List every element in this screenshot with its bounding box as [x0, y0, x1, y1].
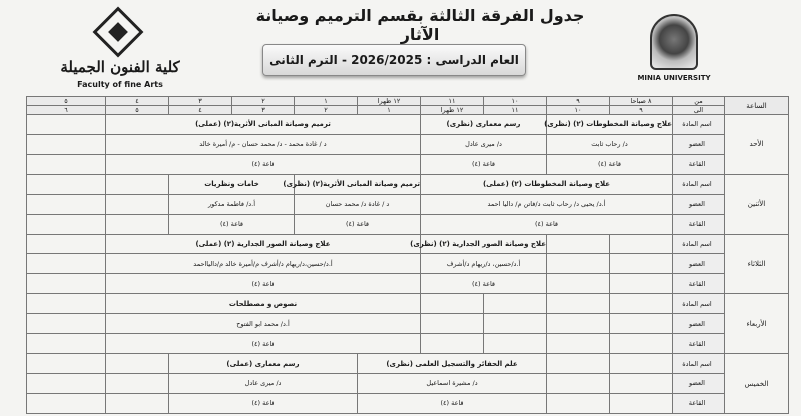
- session-member: د / غادة د/ محمد حسان: [295, 194, 421, 214]
- empty-cell: [547, 254, 610, 274]
- subject-label: اسم المادة: [673, 294, 725, 314]
- wednesday-hall-row: [27, 334, 789, 354]
- tuesday-hall-row: [27, 274, 789, 294]
- empty-cell: [547, 354, 610, 374]
- thursday-member-row: [27, 373, 789, 393]
- session-hall: قاعة (٤): [169, 214, 295, 234]
- time-to-row: [27, 106, 789, 115]
- empty-cell: [106, 194, 169, 214]
- session-member: أ.د/ محمد ابو الفتوح: [106, 314, 421, 334]
- session-name: ترميم وصيانة المبانى الأثرية(٢) (عملى): [106, 115, 421, 135]
- sunday-hall-row: [27, 154, 789, 174]
- day-monday: الأثنين: [725, 174, 789, 234]
- session-member: د/ مشيرة اسماعيل: [358, 373, 547, 393]
- empty-cell: [484, 334, 547, 354]
- monday-subject-row: [27, 174, 789, 194]
- session-name: علاج وصيانة المخطوطات (٢) (عملى): [421, 174, 673, 194]
- session-hall: قاعة (٤): [421, 274, 547, 294]
- session-member: أ.د/ يحيى د/ رحاب ثابت د/فاتن م/ داليا احمد: [421, 194, 673, 214]
- time-from-row: [27, 97, 789, 106]
- time-to: ١: [358, 106, 421, 115]
- time-from: ١١: [421, 97, 484, 106]
- session-member: د / غادة محمد - د/ محمد حسان - م/ أميرة خالد: [106, 134, 421, 154]
- day-tuesday: الثلاثاء: [725, 234, 789, 294]
- time-from: ٥: [27, 97, 106, 106]
- empty-cell: [27, 373, 106, 393]
- to-label: الى: [673, 106, 725, 115]
- time-from: ١٠: [484, 97, 547, 106]
- session-member: أ.د/ فاطمة مدكور: [169, 194, 295, 214]
- empty-cell: [610, 234, 673, 254]
- sunday-member-row: [27, 134, 789, 154]
- member-label: العضو: [673, 254, 725, 274]
- empty-cell: [547, 294, 610, 314]
- session-member: أ.د/حسين،د/ريهام د/أشرف م/أميرة خالد م/داليااحمد: [106, 254, 421, 274]
- faculty-logo-mark-icon: [93, 7, 144, 58]
- time-to: ٩: [610, 106, 673, 115]
- hall-label: القاعة: [673, 214, 725, 234]
- empty-cell: [27, 194, 106, 214]
- session-hall: قاعة (٤): [547, 154, 673, 174]
- faculty-logo: [55, 14, 185, 94]
- time-from: ٣: [169, 97, 232, 106]
- session-hall: قاعة (٤): [169, 393, 358, 413]
- session-hall: قاعة (٤): [106, 154, 421, 174]
- hall-label: القاعة: [673, 274, 725, 294]
- empty-cell: [484, 314, 547, 334]
- session-name: ترميم وصيانة المبانى الأثرية(٢) (نظرى): [295, 174, 421, 194]
- time-from: ٨ صباحا: [610, 97, 673, 106]
- empty-cell: [484, 294, 547, 314]
- empty-cell: [27, 254, 106, 274]
- session-hall: قاعة (٤): [358, 393, 547, 413]
- time-to: ٦: [27, 106, 106, 115]
- wednesday-subject-row: [27, 294, 789, 314]
- session-name: نصوص و مصطلحات: [106, 294, 421, 314]
- empty-cell: [610, 334, 673, 354]
- faculty-logo-arabic: كلية الفنون الجميلة: [60, 58, 180, 76]
- hall-label: القاعة: [673, 154, 725, 174]
- time-to: ٥: [106, 106, 169, 115]
- time-to: ٤: [169, 106, 232, 115]
- day-sunday: الأحد: [725, 115, 789, 175]
- empty-cell: [27, 214, 106, 234]
- empty-cell: [610, 373, 673, 393]
- page-title: جدول الفرقة الثالثة بقسم الترميم وصيانة الآثار: [255, 6, 585, 44]
- empty-cell: [547, 393, 610, 413]
- empty-cell: [610, 314, 673, 334]
- session-name: خامات ونظريات: [169, 174, 295, 194]
- tuesday-subject-row: [27, 234, 789, 254]
- subject-label: اسم المادة: [673, 174, 725, 194]
- session-hall: قاعة (٤): [106, 334, 421, 354]
- monday-member-row: [27, 194, 789, 214]
- session-member: د/ رحاب ثابت: [547, 134, 673, 154]
- empty-cell: [27, 134, 106, 154]
- empty-cell: [27, 393, 106, 413]
- empty-cell: [547, 373, 610, 393]
- empty-cell: [106, 354, 169, 374]
- thursday-subject-row: [27, 354, 789, 374]
- time-to: ١١: [484, 106, 547, 115]
- page-header: [0, 0, 801, 96]
- session-member: د/ ميرى عادل: [421, 134, 547, 154]
- time-header-label: الساعة: [725, 97, 789, 115]
- university-logo: [636, 8, 712, 92]
- empty-cell: [27, 274, 106, 294]
- monday-hall-row: [27, 214, 789, 234]
- time-to: ٣: [232, 106, 295, 115]
- empty-cell: [27, 234, 106, 254]
- session-hall: قاعة (٤): [295, 214, 421, 234]
- hall-label: القاعة: [673, 393, 725, 413]
- subject-label: اسم المادة: [673, 354, 725, 374]
- session-name: علاج وصيانة الصور الجدارية (٢) (عملى): [106, 234, 421, 254]
- empty-cell: [547, 334, 610, 354]
- sunday-subject-row: [27, 115, 789, 135]
- session-name: علاج وصيانة الصور الجدارية (٢) (نظرى): [421, 234, 547, 254]
- university-seal-icon: [650, 14, 698, 70]
- member-label: العضو: [673, 194, 725, 214]
- empty-cell: [421, 314, 484, 334]
- day-wednesday: الأربعاء: [725, 294, 789, 354]
- empty-cell: [27, 314, 106, 334]
- schedule-table: [26, 96, 789, 414]
- empty-cell: [610, 354, 673, 374]
- empty-cell: [106, 214, 169, 234]
- session-hall: قاعة (٤): [106, 274, 421, 294]
- empty-cell: [421, 334, 484, 354]
- empty-cell: [27, 294, 106, 314]
- subject-label: اسم المادة: [673, 234, 725, 254]
- time-to: ١٢ ظهرا: [421, 106, 484, 115]
- session-name: رسم معمارى (عملى): [169, 354, 358, 374]
- session-member: أ.د/حسين، د/ريهام د/أشرف: [421, 254, 547, 274]
- member-label: العضو: [673, 134, 725, 154]
- empty-cell: [106, 393, 169, 413]
- empty-cell: [610, 294, 673, 314]
- tuesday-member-row: [27, 254, 789, 274]
- academic-year-banner: العام الدراسى : 2026/2025 - الترم الثانى: [262, 44, 526, 76]
- subject-label: اسم المادة: [673, 115, 725, 135]
- empty-cell: [610, 254, 673, 274]
- university-logo-text: MINIA UNIVERSITY: [637, 74, 711, 82]
- empty-cell: [421, 294, 484, 314]
- session-name: علاج وصيانة المخطوطات (٢) (نظرى): [547, 115, 673, 135]
- empty-cell: [27, 334, 106, 354]
- day-thursday: الخميس: [725, 354, 789, 414]
- session-name: علم الحفائر والتسجيل العلمى (نظرى): [358, 354, 547, 374]
- time-from: ١: [295, 97, 358, 106]
- empty-cell: [27, 174, 106, 194]
- member-label: العضو: [673, 314, 725, 334]
- empty-cell: [27, 354, 106, 374]
- hall-label: القاعة: [673, 334, 725, 354]
- time-from: ١٢ ظهرا: [358, 97, 421, 106]
- empty-cell: [547, 314, 610, 334]
- thursday-hall-row: [27, 393, 789, 413]
- session-member: د/ ميرى عادل: [169, 373, 358, 393]
- empty-cell: [547, 274, 610, 294]
- empty-cell: [610, 274, 673, 294]
- faculty-logo-english: Faculty of fine Arts: [77, 80, 163, 89]
- session-hall: قاعة (٤): [421, 214, 673, 234]
- time-from: ٤: [106, 97, 169, 106]
- empty-cell: [106, 373, 169, 393]
- empty-cell: [547, 234, 610, 254]
- session-hall: قاعة (٤): [421, 154, 547, 174]
- time-from: ٩: [547, 97, 610, 106]
- member-label: العضو: [673, 373, 725, 393]
- wednesday-member-row: [27, 314, 789, 334]
- empty-cell: [106, 174, 169, 194]
- empty-cell: [27, 115, 106, 135]
- time-to: ٢: [295, 106, 358, 115]
- empty-cell: [27, 154, 106, 174]
- empty-cell: [610, 393, 673, 413]
- session-name: رسم معمارى (نظرى): [421, 115, 547, 135]
- time-to: ١٠: [547, 106, 610, 115]
- from-label: من: [673, 97, 725, 106]
- time-from: ٢: [232, 97, 295, 106]
